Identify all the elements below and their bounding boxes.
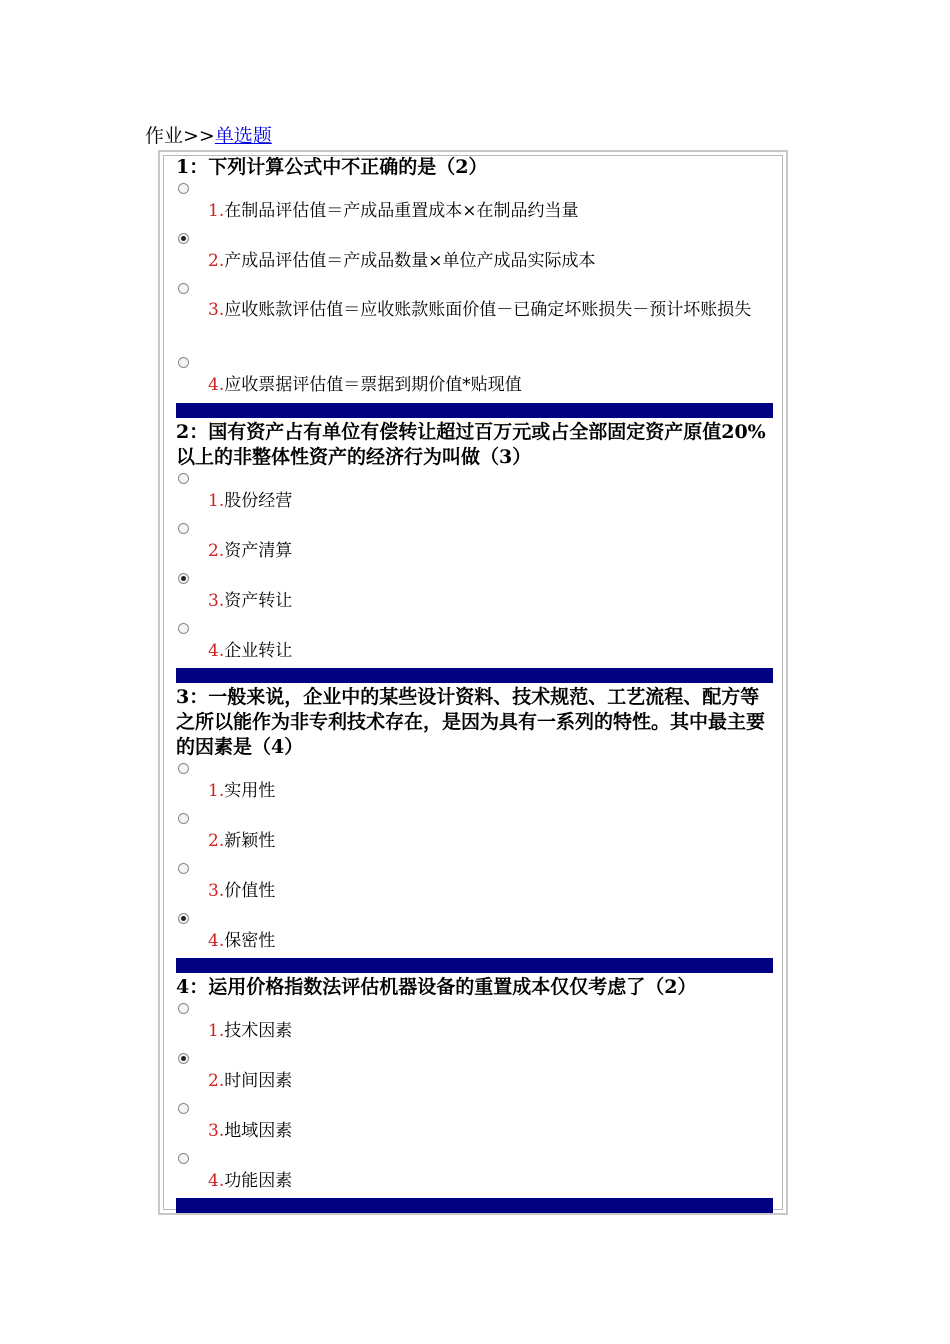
option-text: 产成品评估值＝产成品数量×单位产成品实际成本	[224, 251, 596, 271]
option-1-4[interactable]	[176, 354, 773, 404]
radio-button-checked[interactable]	[178, 1053, 189, 1064]
radio-button[interactable]	[178, 813, 189, 824]
option-number: 4.	[208, 641, 225, 661]
question-title: 4：运用价格指数法评估机器设备的重置成本仅仅考虑了（2）	[176, 976, 697, 998]
option-2-3[interactable]	[176, 570, 773, 620]
radio-button-checked[interactable]	[178, 233, 189, 244]
option-number: 2.	[208, 1071, 225, 1091]
option-label	[208, 540, 292, 562]
option-number: 4.	[208, 931, 225, 951]
radio-button[interactable]	[178, 183, 189, 194]
option-text: 时间因素	[224, 1071, 293, 1091]
question-divider	[176, 668, 773, 683]
question-title: 1：下列计算公式中不正确的是（2）	[176, 156, 488, 178]
option-label	[208, 780, 275, 802]
option-text: 应收票据评估值＝票据到期价值*贴现值	[224, 375, 522, 395]
option-number: 3.	[208, 881, 225, 901]
option-number: 2.	[208, 251, 225, 271]
option-text: 价值性	[224, 881, 276, 901]
option-text: 地域因素	[224, 1121, 293, 1141]
radio-button[interactable]	[178, 283, 189, 294]
radio-button[interactable]	[178, 623, 189, 634]
question-2	[176, 420, 773, 670]
option-text: 应收账款评估值＝应收账款账面价值－已确定坏账损失－预计坏账损失	[224, 300, 752, 320]
question-3	[176, 685, 773, 960]
breadcrumb	[145, 124, 272, 148]
question-1	[176, 155, 773, 404]
option-text: 企业转让	[224, 641, 293, 661]
radio-button-checked[interactable]	[178, 573, 189, 584]
option-3-1[interactable]	[176, 760, 773, 810]
option-2-2[interactable]	[176, 520, 773, 570]
option-1-2[interactable]	[176, 230, 773, 280]
option-number: 3.	[208, 300, 225, 320]
option-text: 实用性	[224, 781, 276, 801]
option-number: 1.	[208, 1021, 225, 1041]
radio-button[interactable]	[178, 523, 189, 534]
option-text: 技术因素	[224, 1021, 293, 1041]
breadcrumb-prefix: 作业>>	[145, 125, 215, 147]
option-3-3[interactable]	[176, 860, 773, 910]
option-label	[208, 640, 292, 662]
option-text: 保密性	[224, 931, 276, 951]
option-text: 资产转让	[224, 591, 293, 611]
option-label	[208, 490, 292, 512]
question-4	[176, 975, 773, 1200]
option-1-3[interactable]	[176, 280, 773, 354]
option-4-2[interactable]	[176, 1050, 773, 1100]
option-2-4[interactable]	[176, 620, 773, 670]
breadcrumb-link-single-choice[interactable]: 单选题	[214, 125, 272, 147]
radio-button-checked[interactable]	[178, 913, 189, 924]
option-3-2[interactable]	[176, 810, 773, 860]
option-label	[208, 830, 275, 852]
option-label	[208, 1170, 292, 1192]
radio-button[interactable]	[178, 1103, 189, 1114]
question-title: 2：国有资产占有单位有偿转让超过百万元或占全部固定资产原值20%以上的非整体性资产的经济行为叫做（3）	[176, 421, 766, 468]
option-text: 功能因素	[224, 1171, 293, 1191]
option-label	[208, 590, 292, 612]
option-label	[208, 1120, 292, 1142]
option-number: 2.	[208, 541, 225, 561]
option-label	[208, 1070, 292, 1092]
option-4-3[interactable]	[176, 1100, 773, 1150]
option-number: 1.	[208, 781, 225, 801]
radio-button[interactable]	[178, 863, 189, 874]
radio-button[interactable]	[178, 1003, 189, 1014]
question-divider	[176, 958, 773, 973]
option-3-4[interactable]	[176, 910, 773, 960]
option-label	[176, 294, 773, 327]
option-text: 新颖性	[224, 831, 276, 851]
option-text: 在制品评估值＝产成品重置成本×在制品约当量	[224, 201, 579, 221]
option-number: 3.	[208, 591, 225, 611]
radio-button[interactable]	[178, 357, 189, 368]
radio-button[interactable]	[178, 1153, 189, 1164]
option-label	[208, 250, 595, 272]
option-1-1[interactable]	[176, 180, 773, 230]
option-number: 3.	[208, 1121, 225, 1141]
option-text: 资产清算	[224, 541, 293, 561]
radio-button[interactable]	[178, 763, 189, 774]
option-label	[208, 200, 578, 222]
option-text: 股份经营	[224, 491, 293, 511]
question-title: 3：一般来说，企业中的某些设计资料、技术规范、工艺流程、配方等之所以能作为非专利技术存在，是因为具有一系列的特性。其中最主要的因素是（4）	[176, 686, 766, 758]
option-label	[208, 1020, 292, 1042]
option-4-4[interactable]	[176, 1150, 773, 1200]
option-4-1[interactable]	[176, 1000, 773, 1050]
option-label	[208, 374, 522, 396]
question-divider	[176, 403, 773, 418]
question-divider	[176, 1198, 773, 1213]
option-2-1[interactable]	[176, 470, 773, 520]
option-number: 4.	[208, 375, 225, 395]
option-number: 1.	[208, 491, 225, 511]
option-label	[208, 930, 275, 952]
option-number: 1.	[208, 201, 225, 221]
option-number: 2.	[208, 831, 225, 851]
radio-button[interactable]	[178, 473, 189, 484]
option-label	[208, 880, 275, 902]
option-number: 4.	[208, 1171, 225, 1191]
